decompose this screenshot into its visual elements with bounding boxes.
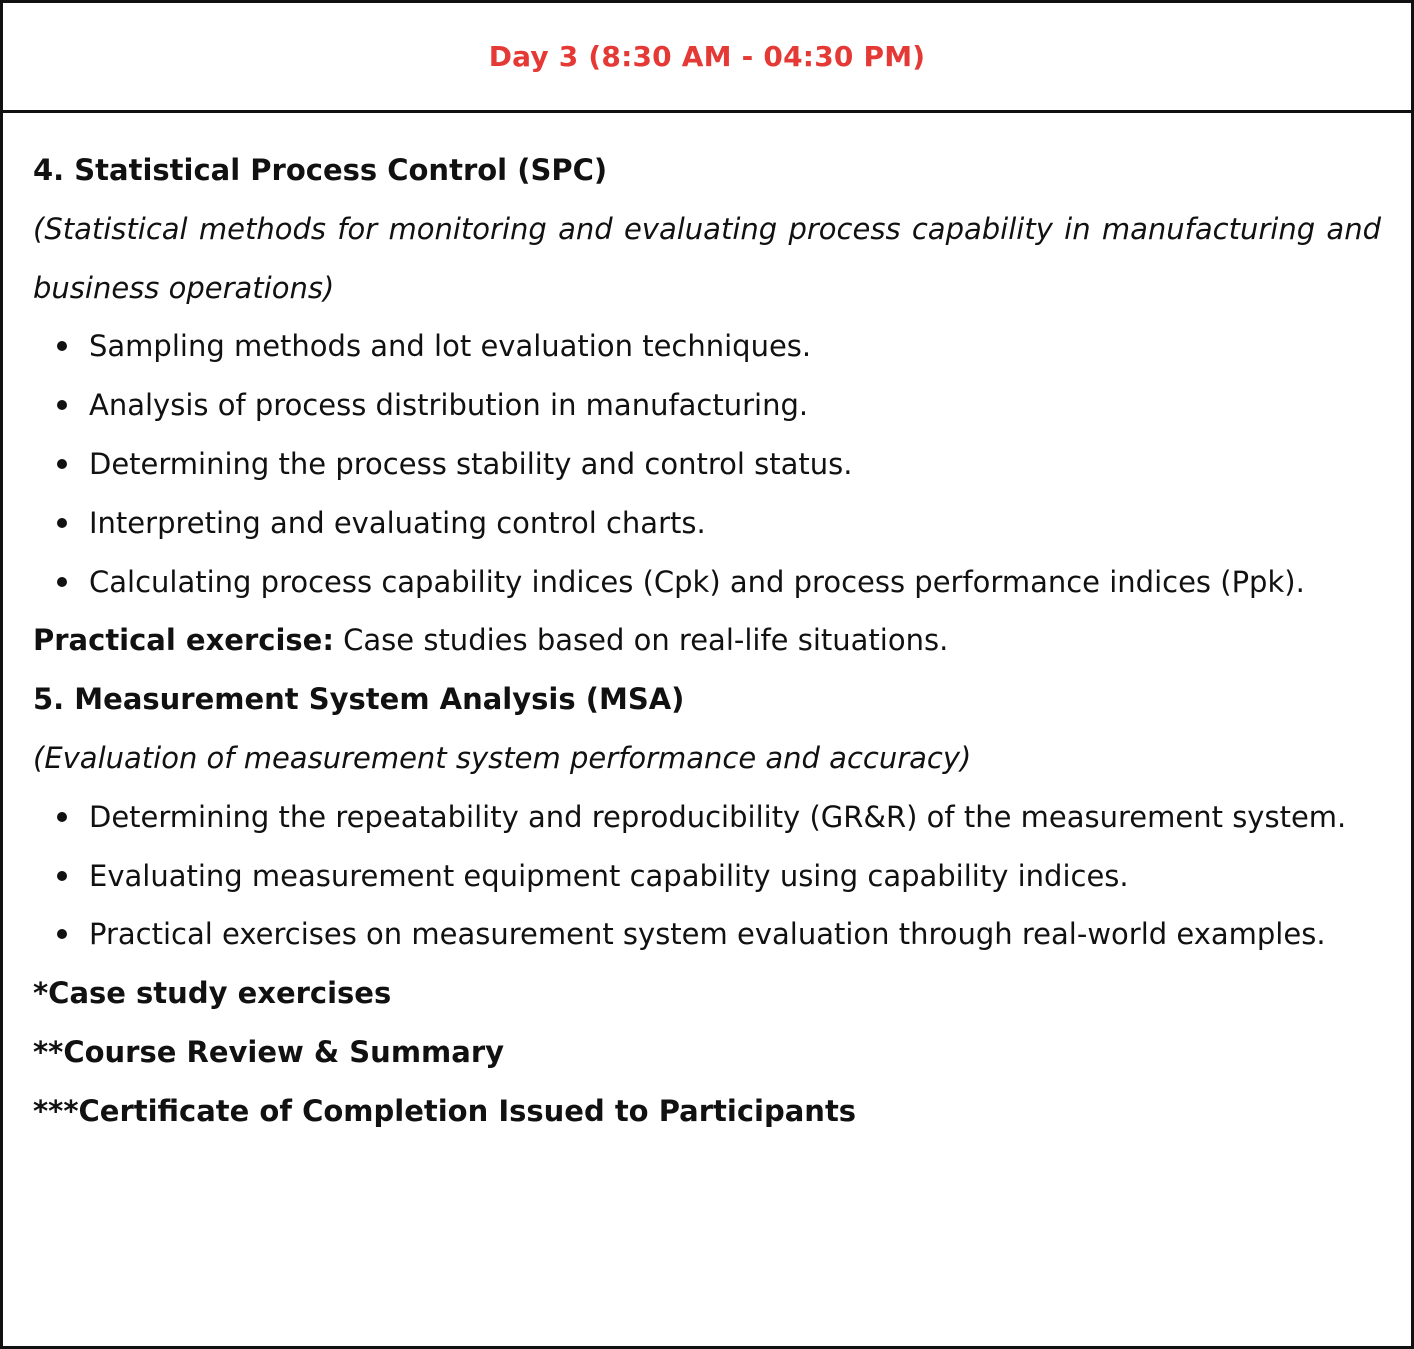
- section-heading-msa: 5. Measurement System Analysis (MSA): [33, 682, 685, 717]
- list-item: Interpreting and evaluating control charts.: [33, 494, 1381, 553]
- bullet-icon: [57, 929, 67, 939]
- section-heading-spc: 4. Statistical Process Control (SPC): [33, 153, 608, 187]
- list-item: Determining the repeatability and reproducibility (GR&R) of the measurement system.: [33, 788, 1381, 847]
- list-item: Practical exercises on measurement system evaluation through real-world examples.: [33, 905, 1381, 964]
- bullet-icon: [57, 518, 67, 528]
- practical-exercise-text: Case studies based on real-life situations.: [333, 623, 949, 658]
- bullet-icon: [57, 577, 67, 587]
- bullet-icon: [57, 341, 67, 351]
- bullet-icon: [57, 812, 67, 822]
- list-item: Sampling methods and lot evaluation techniques.: [33, 317, 1381, 376]
- footer-note-course-review: **Course Review & Summary: [33, 1034, 505, 1069]
- section-subtitle-spc: (Statistical methods for monitoring and evaluating process capability in manufacturing and business operations): [33, 211, 1381, 305]
- bullet-icon: [57, 400, 67, 410]
- bullet-icon: [57, 459, 67, 469]
- bullet-list-spc: [33, 317, 1381, 611]
- section-subtitle-msa: (Evaluation of measurement system performance and accuracy): [33, 740, 972, 775]
- agenda-content: [3, 113, 1411, 1141]
- list-item: Analysis of process distribution in manufacturing.: [33, 376, 1381, 435]
- practical-exercise-label: Practical exercise:: [33, 623, 334, 658]
- bullet-list-msa: [33, 788, 1381, 964]
- footer-note-certificate: ***Certificate of Completion Issued to Participants: [33, 1093, 857, 1128]
- footer-note-case-study: *Case study exercises: [33, 976, 392, 1011]
- bullet-icon: [57, 871, 67, 881]
- practical-exercise-line: [33, 611, 1381, 670]
- list-item: Determining the process stability and control status.: [33, 435, 1381, 494]
- list-item: Evaluating measurement equipment capability using capability indices.: [33, 847, 1381, 906]
- list-item: Calculating process capability indices (Cpk) and process performance indices (Ppk).: [33, 553, 1381, 612]
- day-title: Day 3 (8:30 AM - 04:30 PM): [488, 40, 926, 73]
- day-header: [3, 3, 1411, 113]
